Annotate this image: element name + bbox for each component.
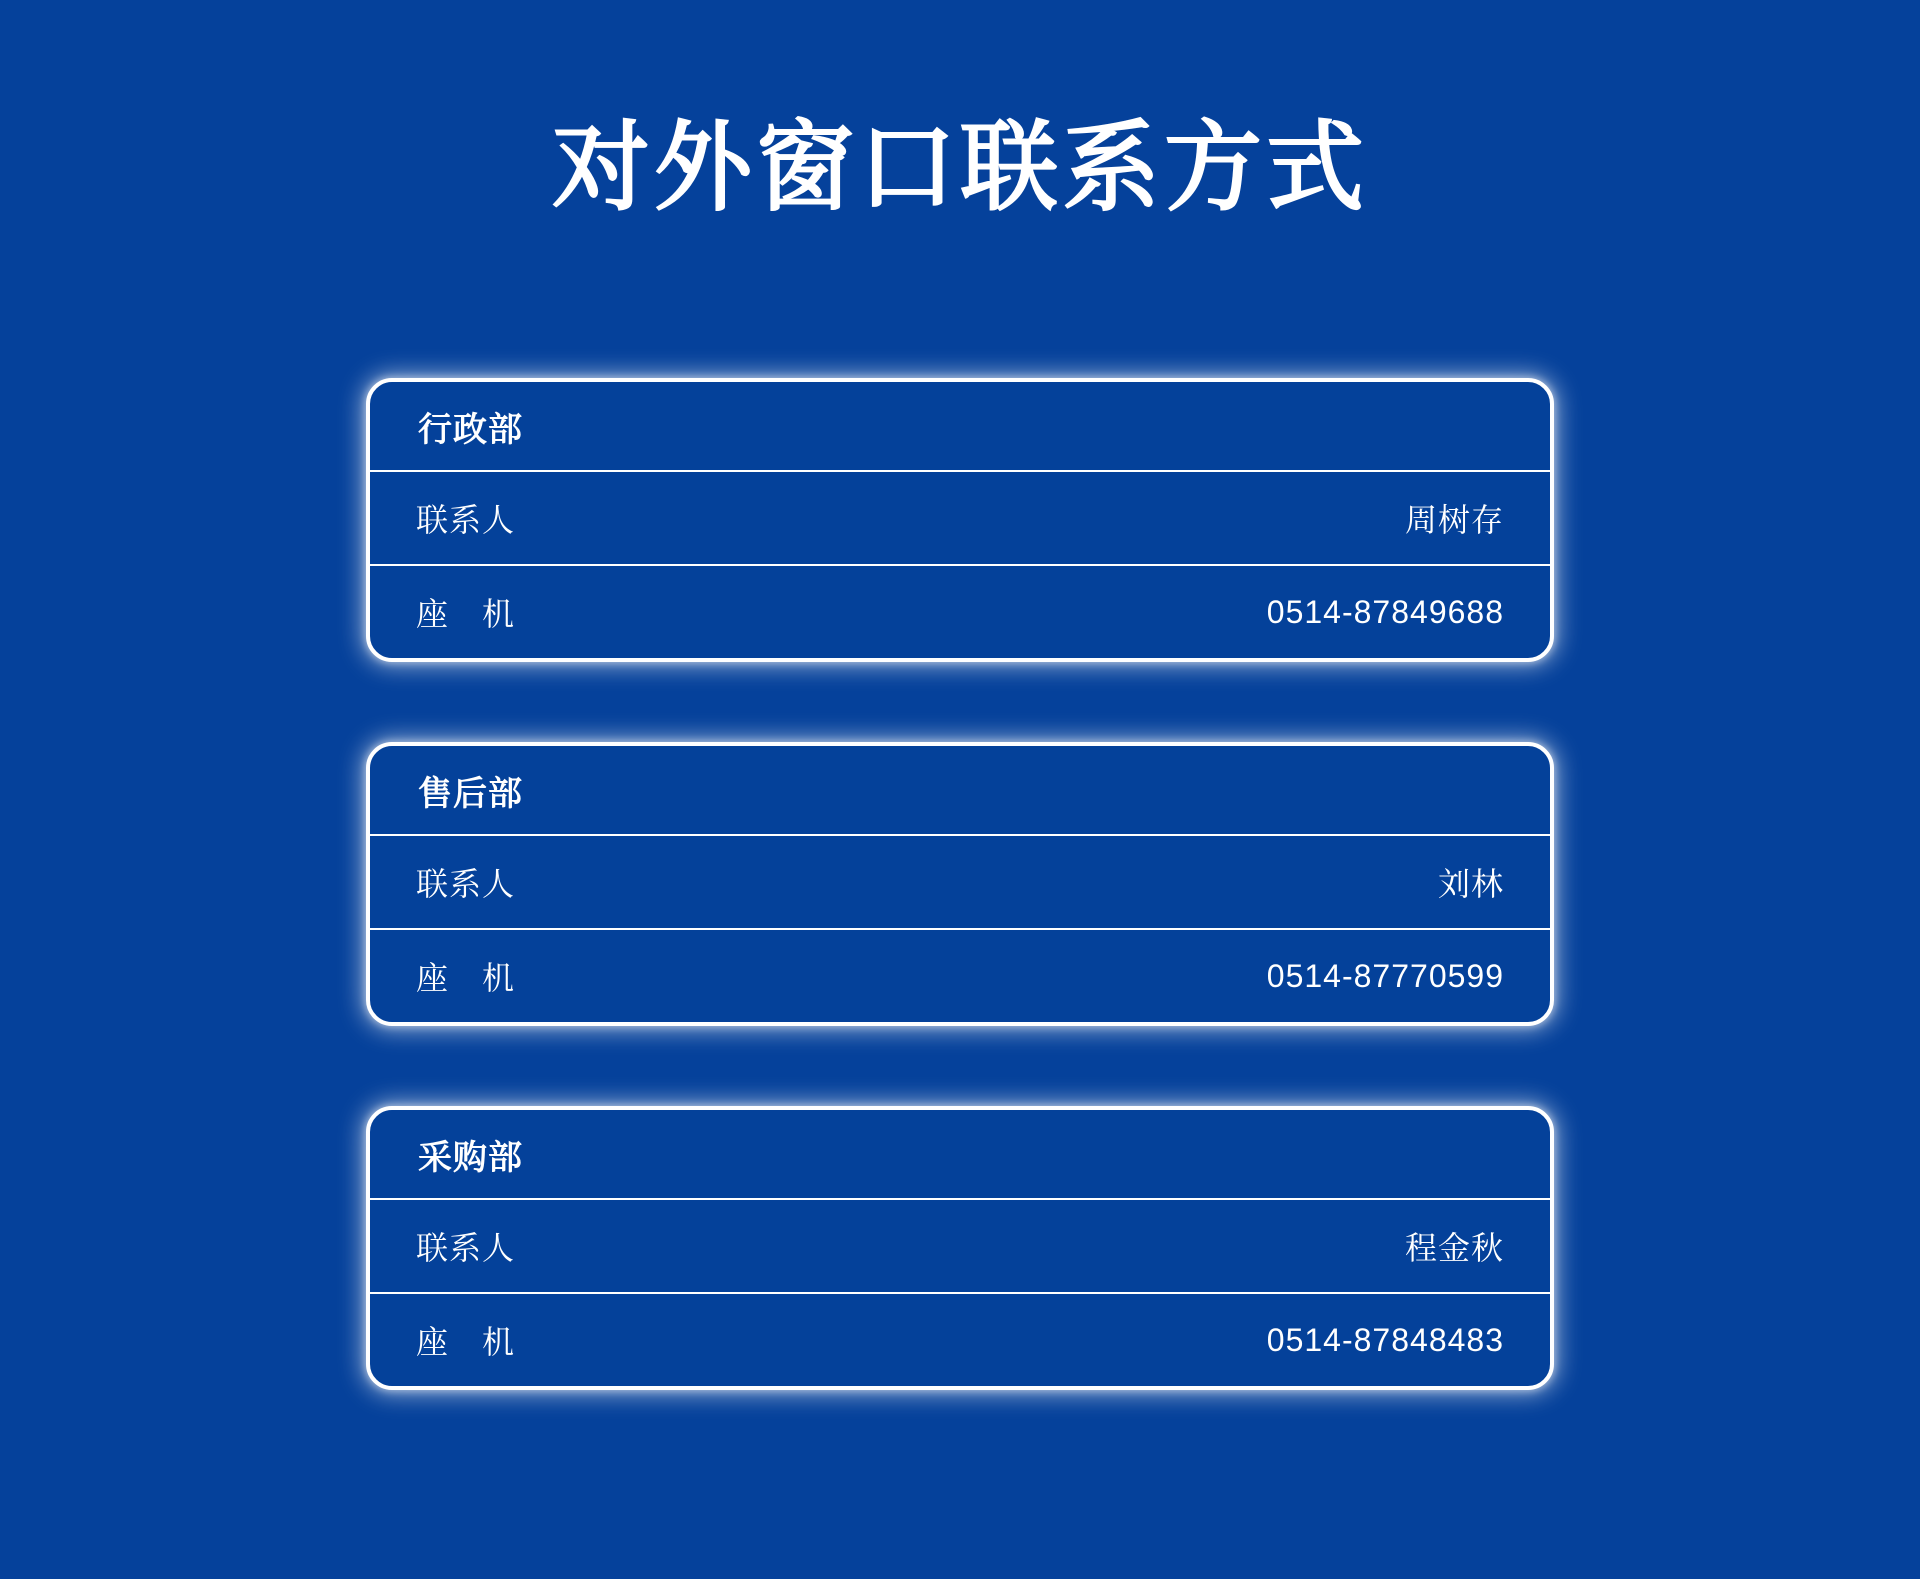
department-name: 采购部 — [418, 1138, 523, 1177]
department-card-purchasing — [366, 1106, 1554, 1390]
phone-value: 0514-87770599 — [1266, 957, 1504, 994]
department-name: 售后部 — [418, 774, 523, 813]
phone-label: 座 机 — [416, 1324, 516, 1361]
contact-row — [370, 472, 1550, 564]
department-card-list — [366, 378, 1554, 1390]
contact-label: 联系人 — [416, 866, 516, 903]
phone-label: 座 机 — [416, 960, 516, 997]
department-name: 行政部 — [418, 410, 523, 449]
contact-row — [370, 836, 1550, 928]
phone-value: 0514-87849688 — [1266, 593, 1504, 630]
contact-row — [370, 1200, 1550, 1292]
phone-value: 0514-87848483 — [1266, 1321, 1504, 1358]
contact-value: 刘林 — [1437, 866, 1504, 903]
contact-label: 联系人 — [416, 1230, 516, 1267]
department-card-aftersales — [366, 742, 1554, 1026]
page-title: 对外窗口联系方式 — [551, 112, 1368, 222]
contact-value: 程金秋 — [1404, 1230, 1504, 1267]
contact-label: 联系人 — [416, 502, 516, 539]
phone-row — [370, 930, 1550, 1022]
phone-row — [370, 1294, 1550, 1386]
phone-row — [370, 566, 1550, 658]
contact-value: 周树存 — [1404, 502, 1504, 539]
department-card-admin — [366, 378, 1554, 662]
phone-label: 座 机 — [416, 596, 516, 633]
